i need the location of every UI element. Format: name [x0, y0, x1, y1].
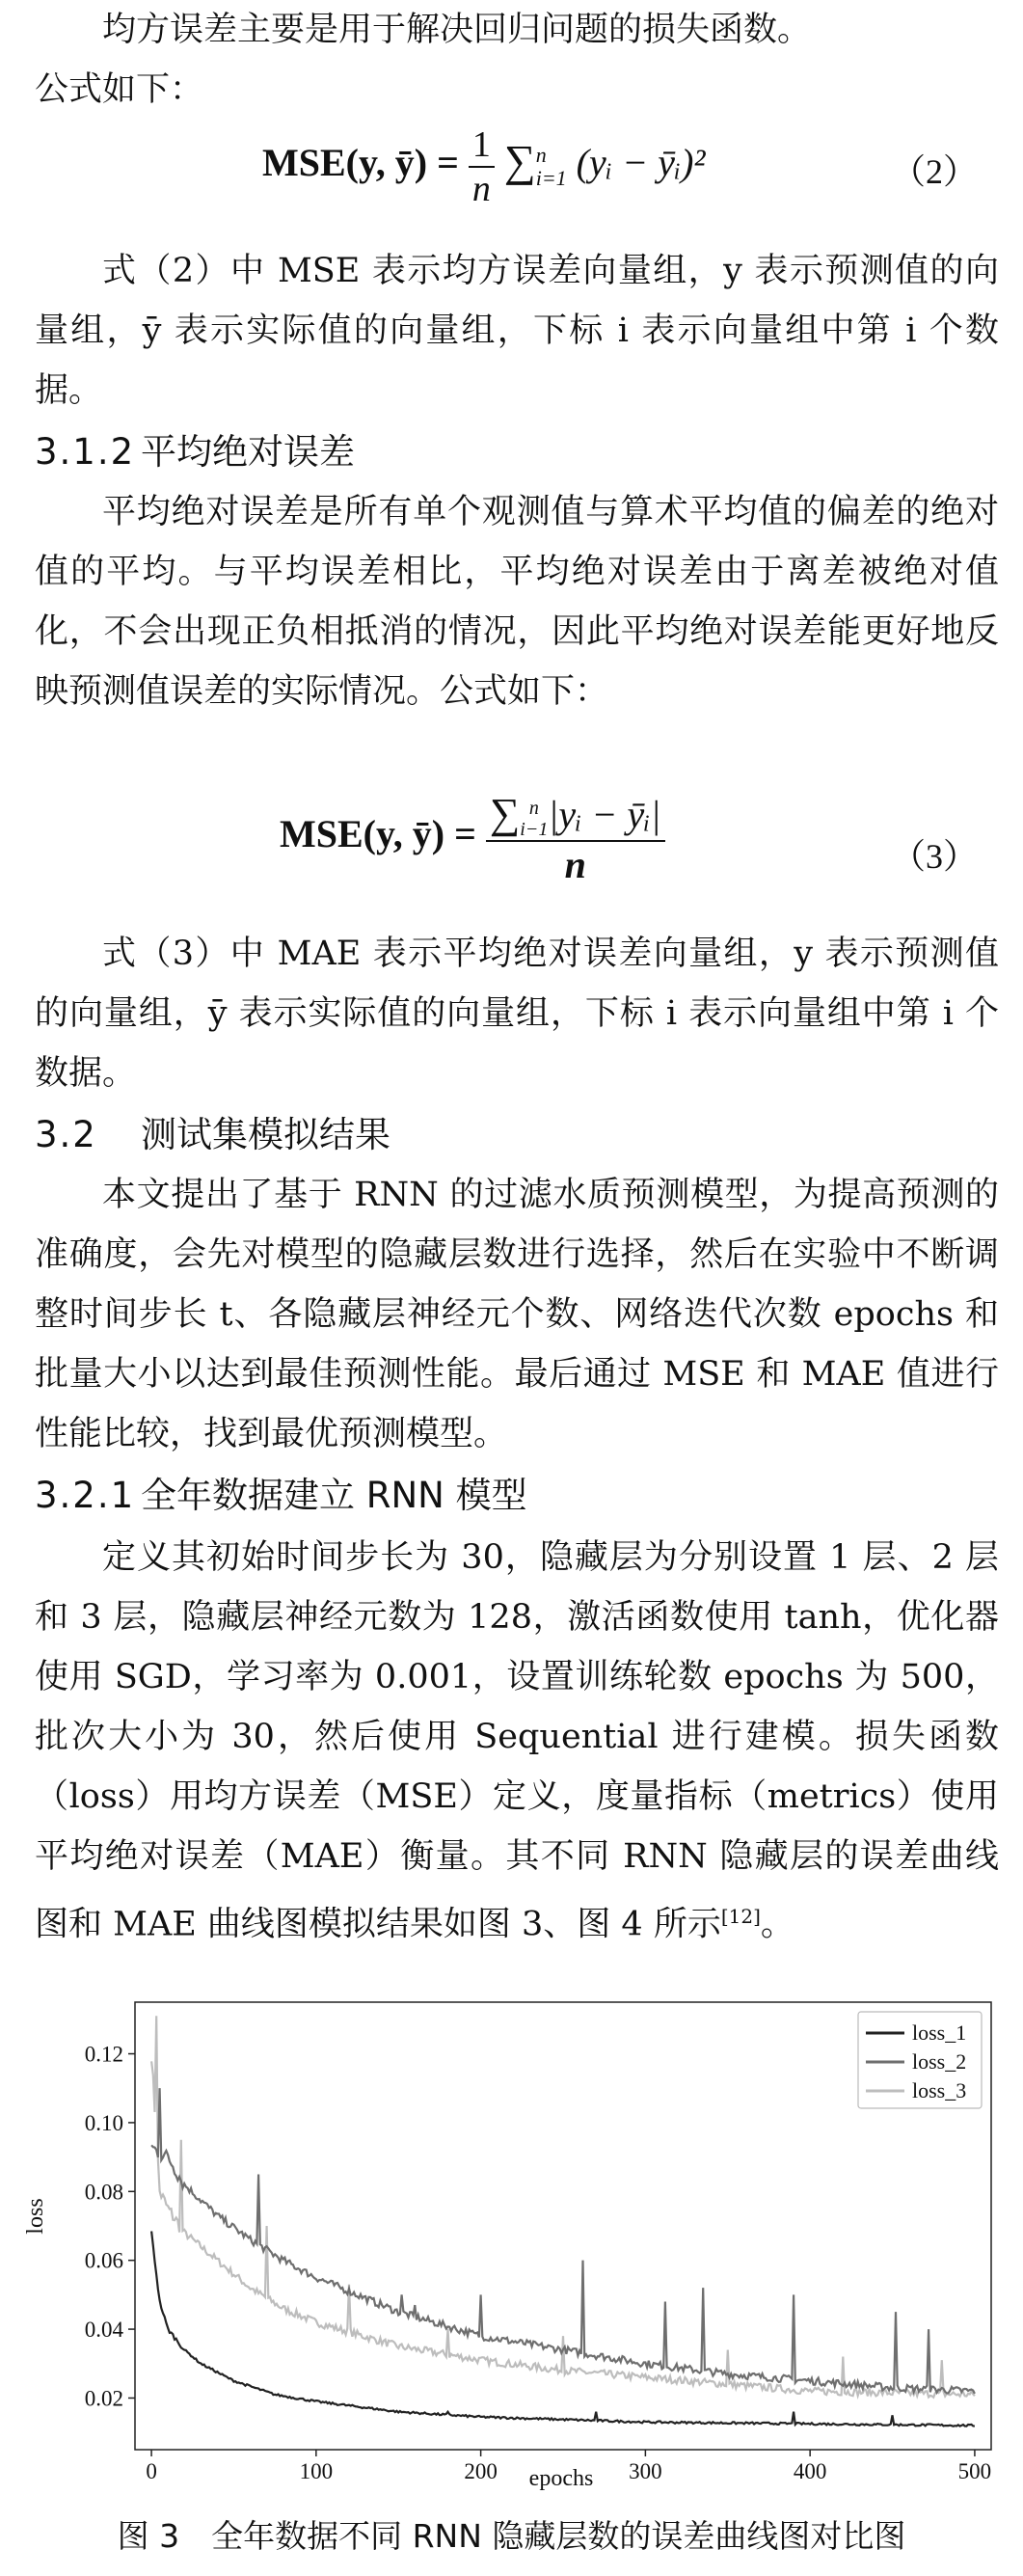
para-6-end: 。	[760, 1905, 794, 1944]
series-line-loss_3	[151, 2016, 975, 2397]
para-6	[35, 1528, 999, 1955]
para-4: 式（3）中 MAE 表示平均绝对误差向量组，y 表示预测值的向量组，ȳ 表示实际值的向量组，下标 i 表示向量组中第 i 个数据。	[35, 935, 999, 1093]
para-5: 本文提出了基于 RNN 的过滤水质预测模型，为提高预测的准确度，会先对模型的隐藏层数进行选择，然后在实验中不断调整时间步长 t、各隐藏层神经元个数、网络迭代次数 epochs 和批量大小以达到最佳预测性能。最后通过 MSE 和 MAE 值进行性能比较，找到最优预测模型。	[35, 1176, 999, 1453]
eq3-sum-sub: i−1	[520, 818, 549, 840]
y-tick-label: 0.10	[84, 2110, 123, 2135]
eq3-lhs: MSE(y, ȳ) =	[280, 812, 476, 856]
eq2-fraction	[469, 123, 495, 210]
eq3-sum-sup: n	[528, 797, 539, 819]
legend-label-loss_2: loss_2	[912, 2049, 967, 2074]
para-1-line-2: 公式如下：	[35, 70, 204, 109]
heading-3-2-1-title: 全年数据建立 RNN 模型	[141, 1475, 527, 1516]
eq3-frac-top	[486, 789, 665, 842]
x-tick-label: 300	[629, 2459, 662, 2483]
para-2: 式（2）中 MSE 表示均方误差向量组，y 表示预测值的向量组，ȳ 表示实际值的向量组，下标 i 表示向量组中第 i 个数据。	[35, 252, 999, 410]
y-tick-label: 0.02	[84, 2386, 123, 2411]
eq3-top-body: |yᵢ − ȳᵢ|	[548, 793, 661, 836]
eq3-sum: ∑	[489, 790, 521, 837]
heading-3-2-1-number: 3.2.1	[35, 1475, 136, 1516]
eq2-lhs: MSE(y, ȳ) =	[262, 141, 459, 185]
equation-3-number: （3）	[891, 837, 979, 876]
x-tick-label: 0	[146, 2459, 157, 2483]
eq2-body: (yᵢ − ȳᵢ)²	[576, 141, 706, 185]
legend-label-loss_3: loss_3	[912, 2078, 967, 2102]
citation-12: [12]	[720, 1905, 761, 1928]
x-tick-label: 400	[793, 2459, 827, 2483]
chart-ylabel: loss	[23, 2198, 48, 2235]
heading-3-1-2	[35, 422, 355, 482]
eq3-frac-bottom: n	[564, 842, 586, 886]
series-line-loss_1	[151, 2232, 975, 2427]
heading-3-2-1	[35, 1466, 527, 1526]
figure-3-caption: 图 3 全年数据不同 RNN 隐藏层数的误差曲线图对比图	[117, 2517, 906, 2555]
para-6-text: 定义其初始时间步长为 30，隐藏层为分别设置 1 层、2 层和 3 层，隐藏层神经元数为 128，激活函数使用 tanh，优化器使用 SGD，学习率为 0.001，设置训练轮数 epochs 为 500，批次大小为 30，然后使用 Sequential 进行建模。损失函数（loss）用均方误差（MSE）定义，度量指标（metrics）使用平均绝对误差（MAE）衡量。其不同 RNN 隐藏层的误差曲线图和 MAE 曲线图模拟结果如图 3、图 4 所示	[35, 1538, 999, 1944]
x-tick-label: 100	[299, 2459, 334, 2483]
para-3: 平均绝对误差是所有单个观测值与算术平均值的偏差的绝对值的平均。与平均误差相比，平均绝对误差由于离差被绝对值化，不会出现正负相抵消的情况，因此平均绝对误差能更好地反映预测值误差的实际情况。公式如下：	[35, 493, 999, 711]
eq2-frac-bottom: n	[471, 169, 491, 209]
y-tick-label: 0.04	[84, 2318, 123, 2343]
x-tick-label: 500	[957, 2459, 992, 2483]
equation-3	[280, 789, 665, 887]
para-1-line-1: 均方误差主要是用于解决回归问题的损失函数。	[102, 11, 812, 49]
loss-chart	[0, 1994, 1023, 2496]
heading-3-2-title: 测试集模拟结果	[141, 1114, 390, 1155]
x-tick-label: 200	[464, 2459, 498, 2483]
eq3-fraction	[486, 789, 665, 887]
equation-2	[262, 123, 705, 210]
heading-3-1-2-number: 3.1.2	[35, 431, 136, 473]
eq2-sum-sub: i=1	[535, 166, 567, 190]
heading-3-1-2-title: 平均绝对误差	[141, 431, 355, 473]
y-tick-label: 0.06	[84, 2248, 123, 2273]
chart-xlabel: epochs	[528, 2466, 594, 2491]
equation-2-number: （2）	[891, 152, 979, 191]
y-tick-label: 0.12	[84, 2042, 123, 2067]
legend-label-loss_1: loss_1	[912, 2020, 967, 2045]
eq2-frac-top: 1	[469, 123, 495, 168]
heading-3-2-number: 3.2	[35, 1114, 97, 1155]
series-line-loss_2	[151, 2088, 975, 2394]
y-tick-label: 0.08	[84, 2180, 123, 2205]
heading-3-2	[35, 1105, 390, 1165]
eq2-sum-sup: n	[535, 143, 547, 167]
eq2-sum: ∑	[503, 136, 536, 186]
